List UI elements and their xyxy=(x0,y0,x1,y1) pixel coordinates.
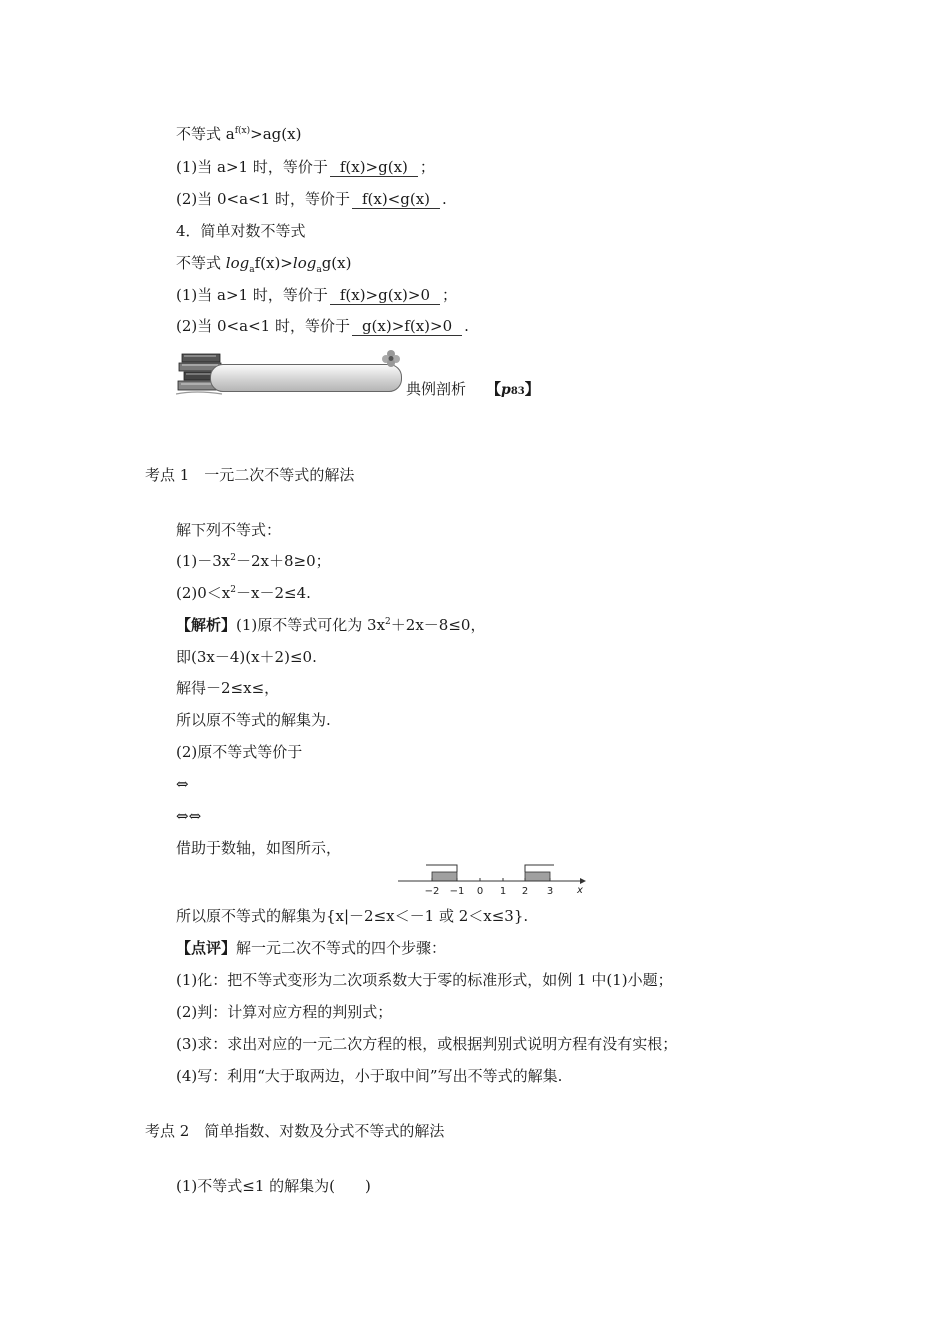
exp-case-a-gt-1: (1)当 a>1 时，等价于 f(x)>g(x) ； xyxy=(176,158,435,176)
section-heading-2: 考点 2 简单指数、对数及分式不等式的解法 xyxy=(145,1122,445,1140)
review-step-1: (1)化：把不等式变形为二次项系数大于零的标准形式，如例 1 中(1)小题； xyxy=(176,971,673,989)
review-step-3: (3)求：求出对应的一元二次方程的根，或根据判别式说明方程有没有实根； xyxy=(176,1035,678,1053)
bracket-right xyxy=(525,865,554,872)
exp-inequality-statement: 不等式 $a^{f(x)}>ag(x)$ xyxy=(176,125,302,143)
solution-line-3: 解得－2≤x≤， xyxy=(176,679,280,697)
tick-label: 2 xyxy=(521,886,529,896)
section-banner xyxy=(176,344,546,400)
review-title: 【点评】解一元二次不等式的四个步骤： xyxy=(176,939,447,957)
solution-set-statement: 所以原不等式的解集为{x|－2≤x＜－1 或 2＜x≤3}. xyxy=(176,907,529,925)
axis-arrow xyxy=(580,878,586,884)
solution-line-5: (2)原不等式等价于 xyxy=(176,743,303,761)
log-case-a-gt-1: (1)当 a>1 时，等价于 f(x)>g(x)>0 ； xyxy=(176,286,458,304)
tick-label: −1 xyxy=(449,886,465,896)
tick-label: 3 xyxy=(546,886,554,896)
number-line-figure xyxy=(398,862,598,896)
answer-blank: g(x)>f(x)>0 xyxy=(352,317,462,336)
solution-line-8: 借助于数轴，如图所示， xyxy=(176,839,342,857)
question-1: $(1)-3x^2-2x+8\ge 0$； xyxy=(176,552,331,570)
tick-label: 0 xyxy=(476,886,484,896)
tick-label: 1 xyxy=(499,886,507,896)
solution-line-1: 【解析】(1)原不等式可化为 $3x^2+2x-8\le 0$， xyxy=(176,616,486,634)
answer-blank: f(x)>g(x)>0 xyxy=(330,286,440,305)
flower-icon xyxy=(378,346,404,372)
log-inequality-statement: 不等式 $\log_af(x)>\log_ag(x)$ xyxy=(176,254,352,275)
answer-blank: f(x)<g(x) xyxy=(352,190,440,209)
page-reference: 【p83】 xyxy=(486,380,540,398)
log-section-title: 4．简单对数不等式 xyxy=(176,222,306,240)
solution-line-4: 所以原不等式的解集为. xyxy=(176,711,331,729)
question-intro: 解下列不等式： xyxy=(176,521,282,539)
question-2: $(2)0<x^2-x-2\le 4$. xyxy=(176,584,311,602)
banner-title: 典例剖析 【p83】 xyxy=(406,380,540,398)
log-case-a-lt-1: (2)当 0<a<1 时，等价于 g(x)>f(x)>0 . xyxy=(176,317,469,335)
axis-label: x xyxy=(577,885,583,896)
interval-right xyxy=(525,872,550,881)
bracket-left xyxy=(426,865,457,872)
banner-bar xyxy=(210,364,402,392)
solution-line-6: ⇔ xyxy=(176,775,189,793)
review-step-2: (2)判：计算对应方程的判别式； xyxy=(176,1003,393,1021)
section2-question-1: (1)不等式≤1 的解集为( ) xyxy=(176,1177,371,1195)
tick-label: −2 xyxy=(424,886,440,896)
solution-line-2: 即(3x－4)(x＋2)≤0. xyxy=(176,648,317,666)
answer-blank: f(x)>g(x) xyxy=(330,158,418,177)
interval-left xyxy=(432,872,457,881)
solution-line-7: ⇔⇔ xyxy=(176,807,202,825)
review-step-4: (4)写：利用“大于取两边，小于取中间”写出不等式的解集. xyxy=(176,1067,563,1085)
exp-case-a-lt-1: (2)当 0<a<1 时，等价于 f(x)<g(x) . xyxy=(176,190,447,208)
section-heading-1: 考点 1 一元二次不等式的解法 xyxy=(145,466,355,484)
